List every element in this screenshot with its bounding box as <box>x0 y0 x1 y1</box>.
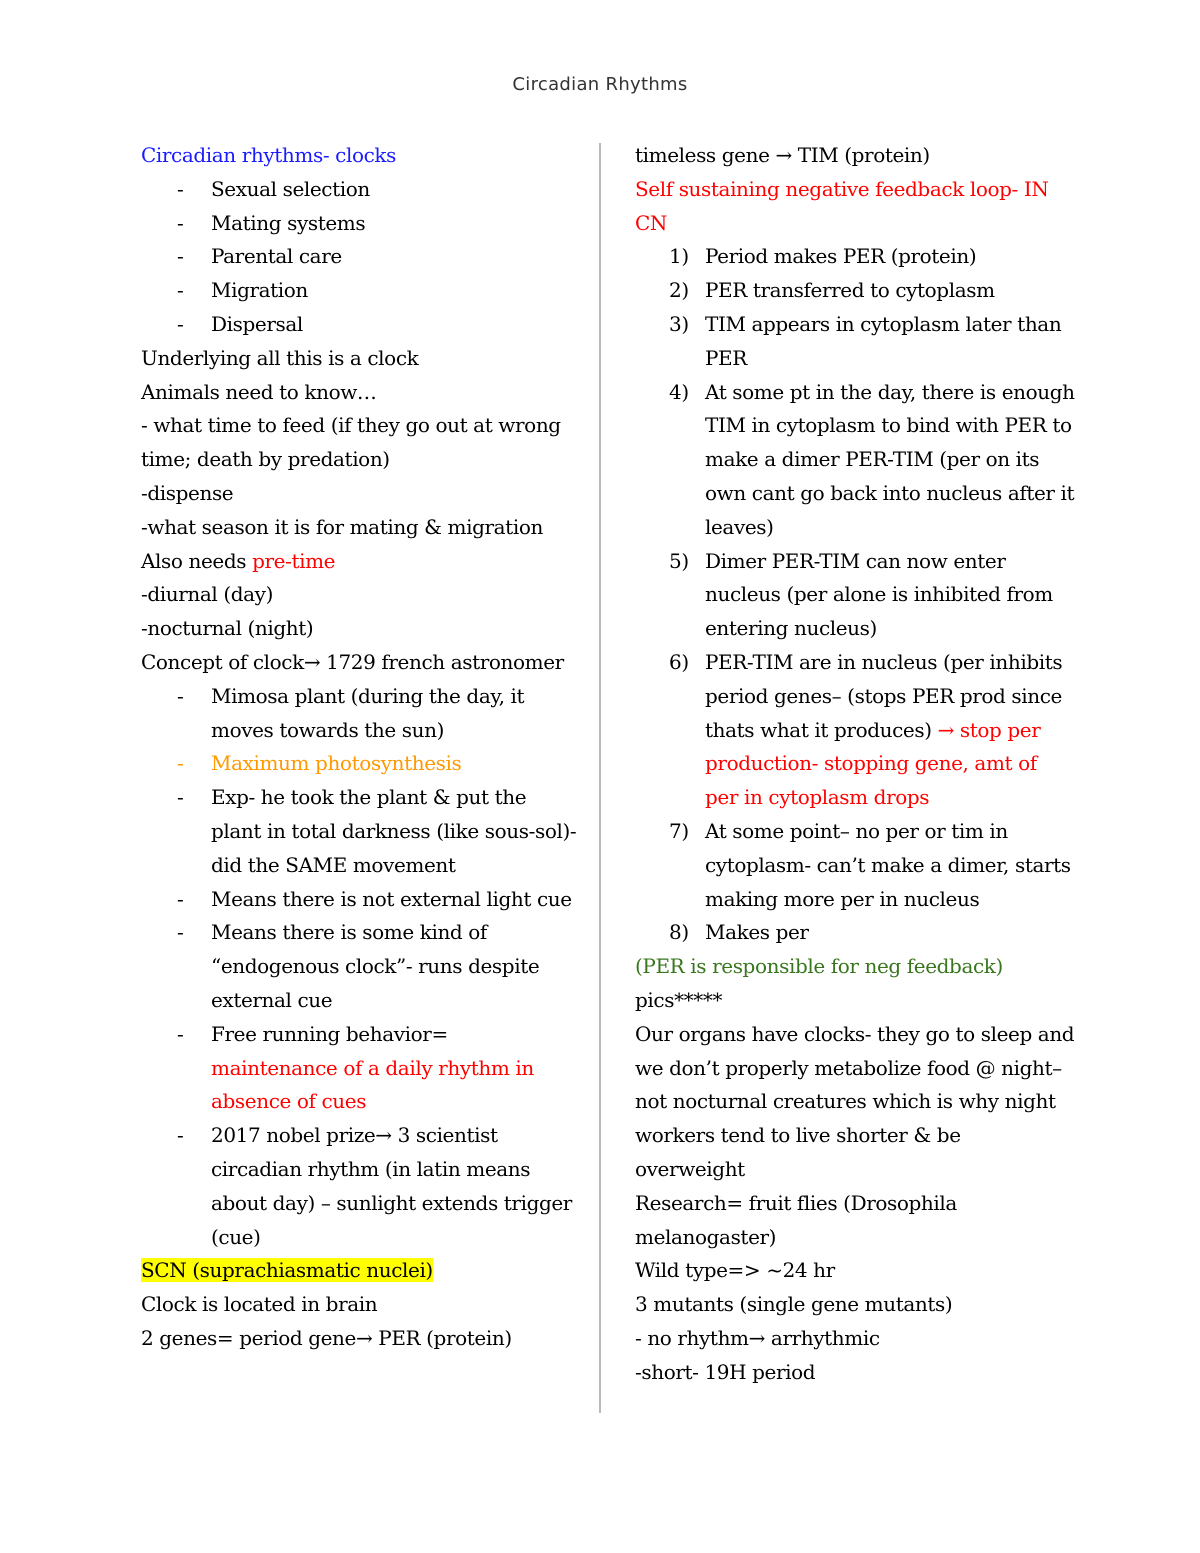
text-line: Concept of clock→ 1729 french astronomer <box>141 649 564 674</box>
text-line: Clock is located in brain <box>141 1292 378 1317</box>
step-text: At some point– no per or tim in cytoplasm- can’t make a dimer, starts making more per in nucleus <box>705 818 1071 911</box>
feedback-steps-list <box>635 240 1075 950</box>
step-number: 7) <box>669 818 689 843</box>
step-number: 2) <box>669 278 689 303</box>
text-line: -nocturnal (night) <box>141 616 314 641</box>
list-item <box>141 1018 581 1119</box>
text-line: 2 genes= period gene→ PER (protein) <box>141 1325 512 1350</box>
text-paragraph: Research= fruit flies (Drosophila melanogaster) <box>635 1190 957 1249</box>
text-line: - no rhythm→ arrhythmic <box>635 1325 880 1350</box>
topic-list <box>141 173 581 342</box>
text-line: - what time to feed (if they go out at wrong <box>141 413 561 438</box>
page-header: Circadian Rhythms <box>512 74 688 95</box>
text-line: -what season it is for mating & migration <box>141 514 543 539</box>
step-text: PER transferred to cytoplasm <box>705 278 995 303</box>
step-number: 4) <box>669 379 689 404</box>
text-line: Underlying all this is a clock <box>141 345 419 370</box>
list-item <box>635 916 1075 950</box>
note-line: (PER is responsible for neg feedback) <box>635 954 1003 979</box>
list-item <box>635 308 1075 376</box>
list-item: - Means there is some kind of “endogenous clock”- runs despite external cue <box>141 916 581 1017</box>
list-item: - Mimosa plant (during the day, it moves towards the sun) <box>141 680 581 748</box>
step-text: Makes per <box>705 920 809 945</box>
list-item <box>635 376 1075 545</box>
text-line: pics***** <box>635 987 723 1012</box>
column-divider <box>599 143 601 1413</box>
list-item: - Sexual selection <box>141 173 581 207</box>
text-line: Animals need to know… <box>141 379 377 404</box>
clock-notes-list <box>141 680 581 1255</box>
list-item: - Means there is not external light cue <box>141 883 581 917</box>
list-item: - Exp- he took the plant & put the plant in total darkness (like sous-sol)- did the SAME movement <box>141 781 581 882</box>
list-item <box>635 240 1075 274</box>
list-item: - Parental care <box>141 240 581 274</box>
step-text: Dimer PER-TIM can now enter nucleus (per alone is inhibited from entering nucleus) <box>705 548 1053 641</box>
right-column <box>635 139 1075 1389</box>
highlight-text: maintenance of a daily rhythm in absence of cues <box>211 1055 534 1114</box>
list-item: - Migration <box>141 274 581 308</box>
list-item: - 2017 nobel prize→ 3 scientist circadian rhythm (in latin means about day) – sunlight extends trigger (cue) <box>141 1119 581 1254</box>
text-span: Free running behavior= <box>211 1021 448 1046</box>
text-line <box>141 545 581 579</box>
step-text: TIM appears in cytoplasm later than PER <box>705 311 1062 370</box>
text-line: -diurnal (day) <box>141 582 273 607</box>
section-heading: Self sustaining negative feedback loop- IN CN <box>635 176 1049 235</box>
text-line: -short- 19H period <box>635 1359 816 1384</box>
highlighted-heading: SCN (suprachiasmatic nuclei) <box>141 1258 433 1283</box>
text-line: time; death by predation) <box>141 447 390 472</box>
section-heading: Circadian rhythms- clocks <box>141 143 396 167</box>
step-number: 3) <box>669 311 689 336</box>
left-column <box>141 139 581 1356</box>
step-text: At some pt in the day, there is enough TIM in cytoplasm to bind with PER to make a dimer PER-TIM (per on its own cant go back into nucleus after it leaves) <box>705 379 1075 539</box>
text-line <box>141 1254 581 1288</box>
step-number: 1) <box>669 244 689 269</box>
step-text: Period makes PER (protein) <box>705 244 977 269</box>
text-paragraph: Our organs have clocks- they go to sleep and we don’t properly metabolize food @ night– not nocturnal creatures which is why night workers tend to live shorter & be overweight <box>635 1021 1075 1181</box>
text-line: Wild type=> ~24 hr <box>635 1258 835 1283</box>
highlight-text: → stop per production- stopping gene, amt of per in cytoplasm drops <box>705 717 1041 810</box>
list-item: - Mating systems <box>141 207 581 241</box>
step-number: 5) <box>669 548 689 573</box>
list-item: - Dispersal <box>141 308 581 342</box>
text-line: 3 mutants (single gene mutants) <box>635 1292 953 1317</box>
step-text: PER-TIM are in nucleus (per inhibits period genes– (stops PER prod since thats what it produces) <box>705 649 1063 742</box>
text-line: timeless gene → TIM (protein) <box>635 143 930 167</box>
highlight-text: pre-time <box>252 548 336 573</box>
list-item <box>635 274 1075 308</box>
step-number: 8) <box>669 920 689 945</box>
list-item <box>635 815 1075 916</box>
step-number: 6) <box>669 649 689 674</box>
list-item <box>635 646 1075 815</box>
text-span: Also needs <box>141 548 253 573</box>
list-item <box>635 545 1075 646</box>
text-line: -dispense <box>141 480 234 505</box>
list-item: - Maximum photosynthesis <box>141 747 581 781</box>
